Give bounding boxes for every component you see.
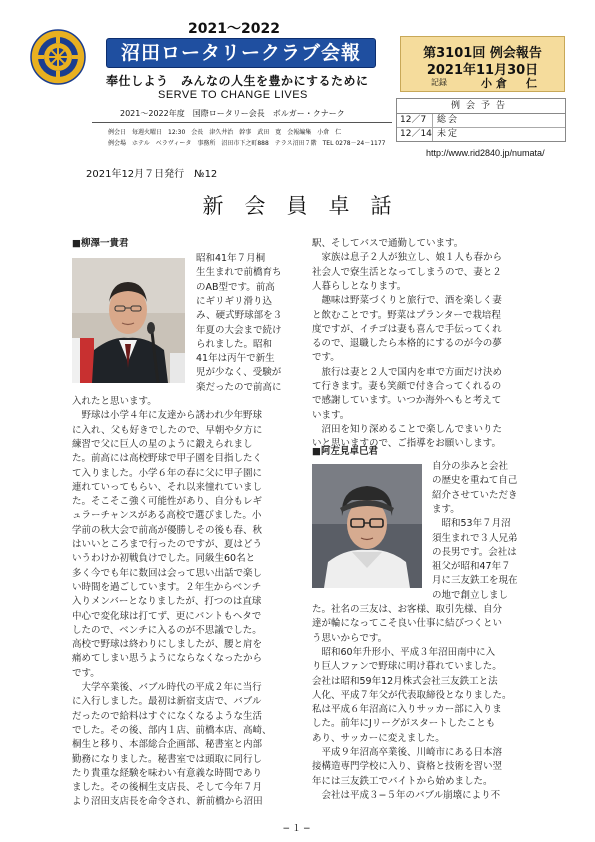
schedule-title: 例会予告 [397,99,565,114]
meeting-schedule [396,98,566,142]
article-line: 入れたと思います。 [72,396,157,407]
header-divider [92,122,392,123]
article-line: 中心で変化球は打てず、更にバントもヘタで [72,610,262,622]
issue-date: 2021年12月７日発行 №12 [86,169,218,180]
article-line: たり貴重な経験を味わい有意義な時間であり [72,767,263,779]
article-line: 会社は昭和59年12月株式会社三友鉄工と法 [312,675,498,687]
article-line: 接構造専門学校に入り、資格と技術を習い翌 [312,761,503,773]
meeting-info: 例会日 毎週火曜日 12:30 会長 津久井治 幹事 武田 寛 会報編集 小倉 仁 [108,129,342,136]
speaker-name-yanagisawa: ■柳澤一貴君 [72,238,129,249]
article-line: の歴史を重ねて自己 [432,475,518,487]
article-line: 沼田を知り深めることで楽しんでまいりた [312,423,503,435]
article-line: 昭和53年７月沼 [432,518,511,530]
article-line: 家族は息子２人が独立し、娘１人も春から [312,252,503,264]
meeting-number: 第3101回 例会報告 [423,46,542,61]
article-line: 高校で野球は終わりにしましたが、腰と肩を [72,639,263,651]
article-line: に入行しました。最初は新宿支店で、バブル [72,696,262,708]
article-line: 入りメンバーとなりましたが、打つのは直球 [72,596,262,608]
article-line: 社会人で寮生活となってしまうので、妻と２ [312,266,502,278]
article-line: て入りました。小学６年の春に父に甲子園に [72,467,263,479]
article-line: にギリギリ滑り込 [196,295,273,307]
article-line: います。 [312,409,350,421]
article-line: 駅、そしてバスで通勤しています。 [312,238,464,249]
schedule-item: 総会 [437,115,460,125]
article-line: 人暮らしとなります。 [312,280,407,292]
schedule-date: 12／14 [397,128,433,141]
year-range: 2021～2022 [188,21,280,37]
article-line: と飲むことです。野菜はプランターで栽培程 [312,309,501,321]
article-line: の地で創立しまし [432,589,509,601]
article-line: だったので給料はすぐになくなるような生活 [72,710,263,722]
article-line: です。 [312,352,340,364]
article-line: した。前年にJリーグがスタートしたことも [312,718,496,730]
schedule-item: 未定 [437,129,460,139]
article-line: 年夏の大会まで続け [196,324,282,336]
article-line: 祖父が昭和47年７ [432,561,511,573]
article-line: 趣味は野菜づくりと旅行で、酒を楽しく妻 [312,295,502,307]
meeting-date: 2021年11月30日 [426,63,539,78]
article-line: 痛めてしまい思うようにならなくなったから [72,653,263,665]
schedule-row [397,114,565,128]
speaker-photo-asami [312,464,422,588]
article-line: られました。昭和 [196,338,273,350]
article-line: 会社は平成３−５年のバブル崩壊により不 [312,789,501,801]
article-line: 月に三友鉄工を現在 [432,575,518,587]
article-line: い時間を過ごしています。２年生からベンチ [72,581,262,593]
motto: 奉仕しよう みんなの人生を豊かにするために [106,74,369,88]
article-line: う思いからです。 [312,632,388,644]
article-line: 須生まれで３人兄弟 [432,532,518,544]
article-line: り巨人ファンで野球に明け暮れていました。 [312,661,502,673]
article-line: 旅行は妻と２人で国内を車で方面だけ決め [312,366,503,378]
article-line: に入れ、父も好きでしたので、早朝や夕方に [72,424,263,436]
article-line: 達が輪になってこそ良い仕事に結びつくとい [312,618,503,630]
article-line: 楽だったので前高に [196,381,282,393]
recorder-label: 記録 [431,78,447,87]
article-line: でした。その後、部内１店、前橋本店、高崎、 [72,724,272,736]
page-title: 新会員卓話 [202,194,413,218]
article-line: た。そこそこ強く可能性があり、自分もレギ [72,496,263,508]
article-line: 人化、平成７年父が代表取締役となりました。 [312,689,512,701]
article-line: て行きます。妻も笑顔で付き合ってくれるの [312,381,502,392]
article-line: 紹介させていただき [432,489,518,501]
article-line: したので、ベンチに入るのが不思議でした。 [72,624,262,636]
article-line: み、硬式野球部を３ [196,310,283,322]
article-line: 野球は小学４年に友達から誘われ少年野球 [72,410,263,422]
article-line: 練習で父に巨人の星のように鍛えられまし [72,438,253,450]
article-line: 度ですが、イチゴは妻も喜んで手伝ってくれ [312,323,502,335]
schedule-date: 12／7 [397,114,433,127]
article-line: いと思いますので、ご指導をお願いします。 [312,438,502,450]
article-line: 平成９年沼高卒業後、川崎市にある日本溶 [312,747,503,758]
speaker-name-asami: ■阿左見卓巳君 [312,446,378,457]
article-line: のAB型です。前高 [196,281,275,293]
article-line: 昭和41年７月桐 [196,253,266,264]
theme-line: 2021～2022年度 国際ロータリー会長 ボルガー・クナーク [120,109,345,118]
article-line: 連れていってもらい、それ以来憧れていまし [72,481,263,493]
page-number: −１− [282,824,313,834]
schedule-row [397,128,565,141]
article-line: 生生まれで前橋育ち [196,267,282,279]
meeting-report-box [400,36,565,92]
article-line: 学前の秋大会で前高が優勝しその後も春、秋 [72,524,263,536]
article-line: ュラーチャンスがある高校で選びました。小 [72,510,262,522]
article-line: あり、サッカーに変えました。 [312,732,445,744]
motto-english: SERVE TO CHANGE LIVES [158,89,308,101]
article-line: 年には三友鉄工でバイトから始めました。 [312,775,493,787]
article-line: るので、退職したら本格的にするのが今の夢 [312,338,502,350]
venue-info: 例会場 ホテル ベラヴィータ 事務所 沼田市下之町888 テラス沼田７階 TEL 0278－24－1177 [108,140,386,147]
article-line: た。社名の三友は、お客様、取引先様、自分 [312,604,503,615]
article-line: 児が少なく、受験が [196,367,282,379]
club-name-banner: 沼田ロータリークラブ会報 [106,38,376,68]
article-line: 勤務になりました。秘書室では頭取に同行し [72,753,263,765]
article-line: 私は平成６年沼高に入りサッカー部に入りま [312,704,502,716]
article-line: はいいところまで行ったのですが、夏はどう [72,539,263,550]
article-line: た。前高には高校野球で甲子園を目指したく [72,453,263,465]
article-line: 自分の歩みと会社 [432,461,509,472]
article-line: の長男です。会社は [432,546,517,558]
website-url[interactable]: http://www.rid2840.jp/numata/ [426,148,545,158]
recorder-name: 小倉 仁 [481,77,541,90]
rotary-logo [30,29,86,85]
speaker-photo-yanagisawa [72,258,185,383]
article-line: です。 [72,667,100,679]
article-line: 大学卒業後、バブル時代の平成２年に当行 [72,682,262,693]
article-line: ます。 [432,503,460,515]
article-line: ました。その後桐生支店長、そして今年７月 [72,782,263,794]
article-line: 多く今でも年に数回は会って思い出話で楽し [72,567,263,579]
article-line: 昭和60年升形小、平成３年沼田南中に入 [312,646,496,658]
article-line: で感謝しています。いつか海外へもと考えて [312,395,502,407]
article-line: 41年は丙午で新生 [196,353,275,365]
article-line: より沼田支店長を命令され、新前橋から沼田 [72,796,263,808]
article-line: いうわけか初戦負けでした。同級生60名と [72,553,256,565]
article-line: 桐生と移り、本部総合企画部、秘書室と内部 [72,739,263,751]
